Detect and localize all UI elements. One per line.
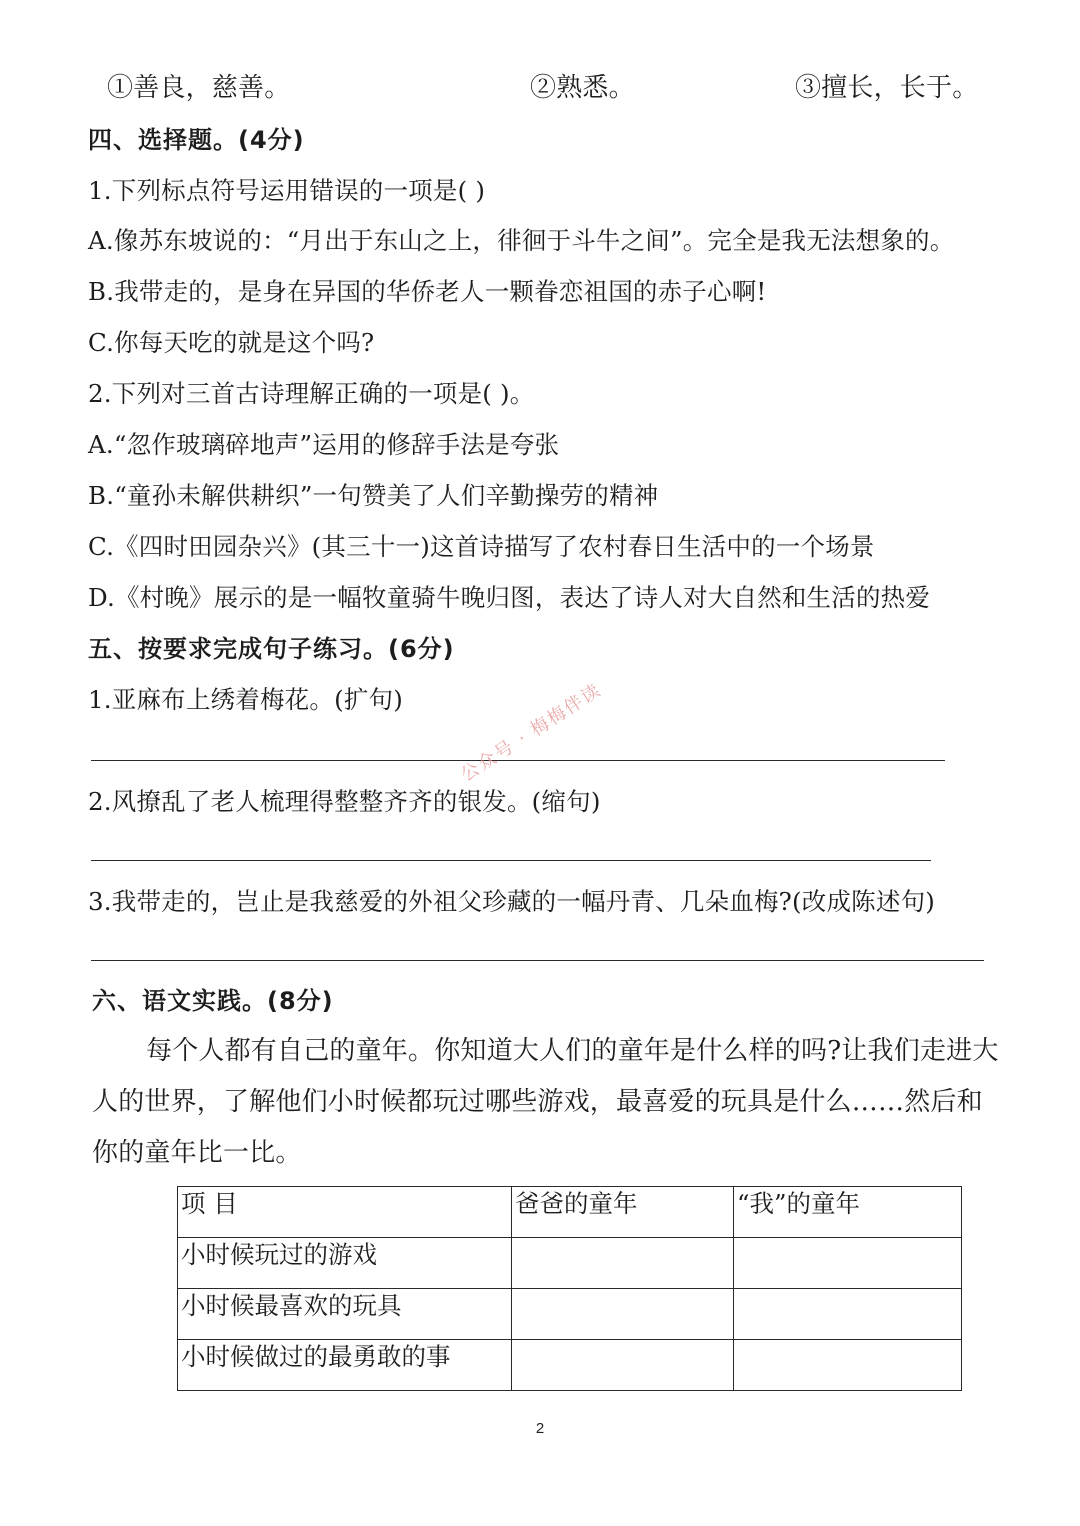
header-item: 项 目 bbox=[178, 1187, 512, 1238]
table-row bbox=[178, 1289, 962, 1340]
answer-line-3[interactable] bbox=[91, 960, 984, 961]
answer-cell[interactable] bbox=[734, 1340, 962, 1391]
q1-option-a: A.像苏东坡说的：“月出于东山之上，徘徊于斗牛之间”。完全是我无法想象的。 bbox=[88, 226, 955, 255]
answer-cell[interactable] bbox=[512, 1289, 734, 1340]
answer-line-2[interactable] bbox=[91, 860, 931, 861]
table-row bbox=[178, 1340, 962, 1391]
q2-option-b: B.“童孙未解供耕织”一句赞美了人们辛勤操劳的精神 bbox=[88, 481, 659, 510]
definition-1: ①善良，慈善。 bbox=[107, 73, 291, 103]
q2-option-d: D.《村晚》展示的是一幅牧童骑牛晚归图，表达了诗人对大自然和生活的热爱 bbox=[88, 583, 931, 612]
q1-stem: 1.下列标点符号运用错误的一项是( ) bbox=[88, 176, 486, 205]
childhood-comparison-table bbox=[177, 1186, 962, 1391]
table-row bbox=[178, 1238, 962, 1289]
q2-option-c: C.《四时田园杂兴》(其三十一)这首诗描写了农村春日生活中的一个场景 bbox=[88, 532, 875, 561]
sentence-item-1: 1.亚麻布上绣着梅花。(扩句) bbox=[88, 685, 403, 714]
answer-line-1[interactable] bbox=[91, 760, 945, 761]
answer-cell[interactable] bbox=[734, 1238, 962, 1289]
row-label: 小时候最喜欢的玩具 bbox=[178, 1289, 512, 1340]
answer-cell[interactable] bbox=[512, 1238, 734, 1289]
answer-cell[interactable] bbox=[734, 1289, 962, 1340]
page-number: 2 bbox=[535, 1420, 545, 1437]
section5-heading: 五、按要求完成句子练习。(6分) bbox=[88, 635, 455, 663]
definition-2: ②熟悉。 bbox=[530, 73, 635, 103]
sentence-item-3: 3.我带走的，岂止是我慈爱的外祖父珍藏的一幅丹青、几朵血梅?(改成陈述句) bbox=[88, 887, 936, 916]
q1-option-c: C.你每天吃的就是这个吗? bbox=[88, 328, 375, 357]
row-label: 小时候玩过的游戏 bbox=[178, 1238, 512, 1289]
answer-cell[interactable] bbox=[512, 1340, 734, 1391]
paragraph-line-2: 人的世界，了解他们小时候都玩过哪些游戏，最喜爱的玩具是什么……然后和 bbox=[92, 1087, 983, 1117]
header-father: 爸爸的童年 bbox=[512, 1187, 734, 1238]
section4-heading: 四、选择题。(4分) bbox=[88, 126, 305, 154]
row-label: 小时候做过的最勇敢的事 bbox=[178, 1340, 512, 1391]
q1-option-b: B.我带走的，是身在异国的华侨老人一颗眷恋祖国的赤子心啊! bbox=[88, 277, 767, 306]
table-header-row bbox=[178, 1187, 962, 1238]
q2-option-a: A.“忽作玻璃碎地声”运用的修辞手法是夸张 bbox=[88, 430, 560, 459]
definition-3: ③擅长，长于。 bbox=[795, 73, 979, 103]
header-me: “我”的童年 bbox=[734, 1187, 962, 1238]
sentence-item-2: 2.风撩乱了老人梳理得整整齐齐的银发。(缩句) bbox=[88, 787, 601, 816]
section6-heading: 六、语文实践。(8分) bbox=[92, 987, 334, 1015]
paragraph-line-1: 每个人都有自己的童年。你知道大人们的童年是什么样的吗?让我们走进大 bbox=[146, 1036, 999, 1066]
watermark: 公众号 · 梅梅伴读 bbox=[457, 679, 606, 786]
q2-stem: 2.下列对三首古诗理解正确的一项是( )。 bbox=[88, 379, 535, 408]
paragraph-line-3: 你的童年比一比。 bbox=[92, 1138, 302, 1168]
